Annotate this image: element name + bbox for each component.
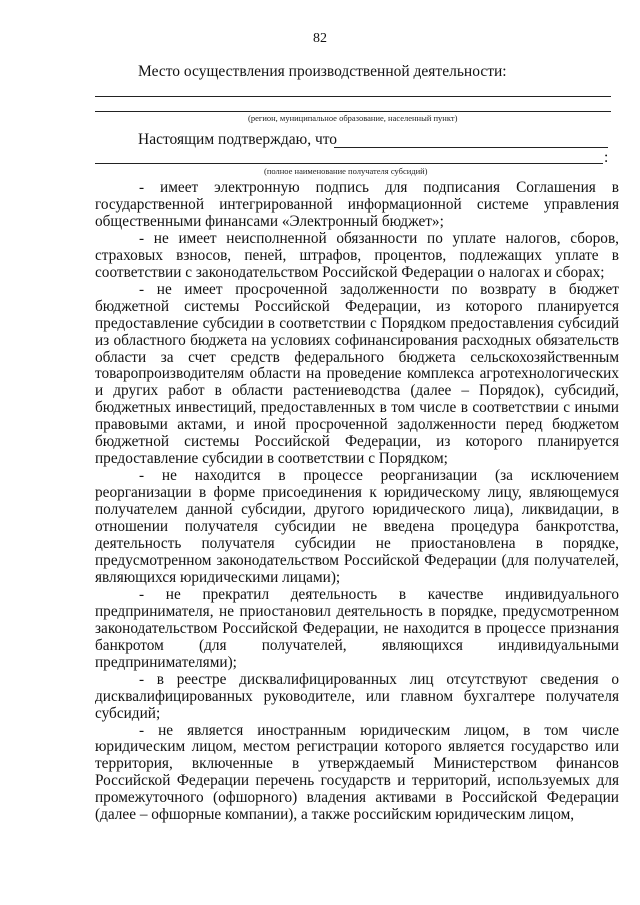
recipient-caption: (полное наименование получателя субсидий) xyxy=(264,166,428,176)
declaration-item: - не находится в процессе реорганизации (за исключением реорганизации в форме присоединения к юридическому лицу, являющемуся получателем данной субсидии, другого юридического лица), ликвидации, в отношении получателя субсидии не введена процедура банкротства, деятельность получателя субсидии не приостановлена в порядке, предусмотренном законодательством Российской Федерации (для получателей, являющихся юридическими лицами); xyxy=(95,467,619,586)
declaration-item: - не имеет просроченной задолженности по возврату в бюджет бюджетной системы Российской Федерации, из которого планируется предоставление субсидии в соответствии с Порядком предоставления субсидий из областного бюджета на условиях софинансирования расходных обязательств области за счет средств федерального бюджета сельскохозяйственным товаропроизводителям области на проведение комплекса агротехнологических и других работ в области растениеводства (далее – Порядок), субсидий, бюджетных инвестиций, предоставленных в том числе в соответствии с иными правовыми актами, и иной просроченной задолженности перед бюджетом бюджетной системы Российской Федерации, из которого планируется предоставление субсидии в соответствии с Порядком; xyxy=(95,280,619,468)
place-fill-line-2 xyxy=(95,111,611,112)
page-number: 82 xyxy=(313,31,327,46)
confirm-fill-line-1 xyxy=(334,147,608,148)
declaration-item: - в реестре дисквалифицированных лиц отсутствуют сведения о дисквалифицированных руководителе, или главном бухгалтере получателя субсидий; xyxy=(95,670,619,722)
declaration-body xyxy=(95,180,619,824)
place-caption: (регион, муниципальное образование, населенный пункт) xyxy=(248,113,458,123)
declaration-item: - имеет электронную подпись для подписания Соглашения в государственной интегрированной информационной системе управления общественными финансами «Электронный бюджет»; xyxy=(95,179,619,230)
confirm-label: Настоящим подтверждаю, что xyxy=(138,131,338,148)
confirm-fill-line-2 xyxy=(95,163,603,164)
declaration-item: - не прекратил деятельность в качестве индивидуального предпринимателя, не приостановил деятельность в порядке, предусмотренном законодательством Российской Федерации, не находится в процессе признания банкротом (для получателей, являющихся индивидуальными предпринимателями); xyxy=(95,585,619,671)
place-fill-line-1 xyxy=(95,96,611,97)
declaration-item: - не имеет неисполненной обязанности по уплате налогов, сборов, страховых взносов, пеней, штрафов, процентов, подлежащих уплате в соответствии с законодательством Российской Федерации о налогах и сборах; xyxy=(95,229,619,281)
confirm-colon: : xyxy=(604,149,609,166)
declaration-item: - не является иностранным юридическим лицом, в том числе юридическим лицом, местом регистрации которого является государство или территория, включенные в утверждаемый Министерством финансов Российской Федерации перечень государств и территорий, используемых для промежуточного (офшорного) владения активами в Российской Федерации (далее – офшорные компании), а также российским юридическим лицом, xyxy=(95,721,619,824)
place-of-activity-label: Место осуществления производственной деятельности: xyxy=(138,63,507,80)
